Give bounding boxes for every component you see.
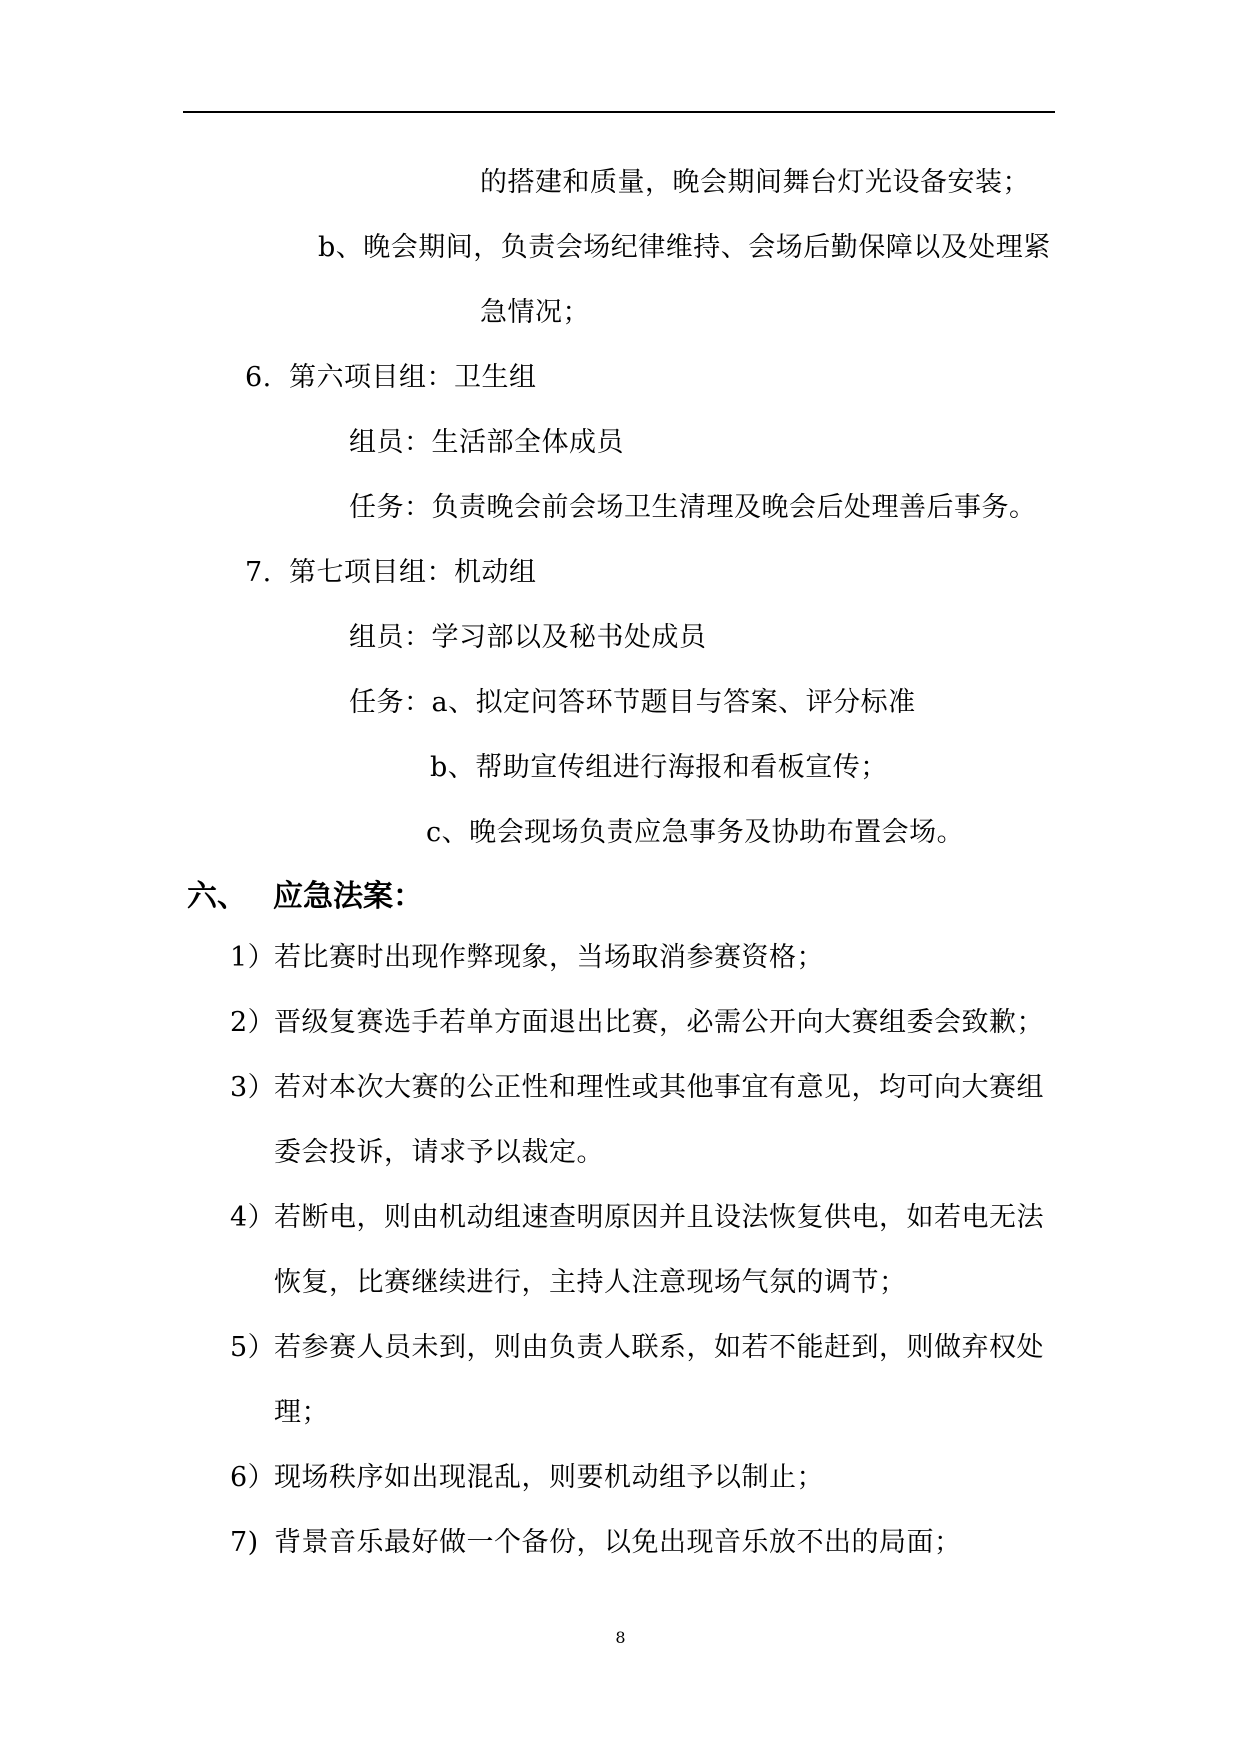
text-line: c、晚会现场负责应急事务及协助布置会场。 — [426, 817, 965, 848]
item-number: 7) — [230, 1527, 259, 1558]
item-text: 若断电，则由机动组速查明原因并且设法恢复供电，如若电无法 — [274, 1202, 1044, 1233]
group-title: 第七项目组：机动组 — [289, 557, 537, 588]
text-line: 组员：学习部以及秘书处成员 — [349, 622, 707, 653]
text-line: 急情况； — [480, 297, 590, 328]
item-text-continued: 委会投诉，请求予以裁定。 — [274, 1137, 604, 1168]
section-title: 应急法案： — [273, 879, 423, 914]
text-line: 的搭建和质量，晚会期间舞台灯光设备安装； — [480, 167, 1030, 198]
group-number: 7. — [245, 557, 272, 588]
item-text: 背景音乐最好做一个备份，以免出现音乐放不出的局面； — [274, 1527, 962, 1558]
page-number: 8 — [615, 1628, 626, 1647]
item-text: 若比赛时出现作弊现象，当场取消参赛资格； — [274, 942, 824, 973]
text-line: b、帮助宣传组进行海报和看板宣传； — [430, 752, 888, 783]
item-number: 5） — [230, 1332, 276, 1363]
item-number: 6） — [230, 1462, 276, 1493]
group-heading-7 — [245, 555, 537, 591]
item-number: 3） — [230, 1072, 276, 1103]
item-text: 现场秩序如出现混乱，则要机动组予以制止； — [274, 1462, 824, 1493]
item-number: 4） — [230, 1202, 276, 1233]
list-item — [230, 1330, 1044, 1366]
list-item — [230, 1070, 1044, 1106]
list-item — [230, 1525, 962, 1561]
text-line: b、晚会期间，负责会场纪律维持、会场后勤保障以及处理紧 — [318, 232, 1051, 263]
list-item — [230, 940, 824, 976]
group-number: 6. — [245, 362, 272, 393]
list-item — [230, 1200, 1044, 1236]
item-text-continued: 恢复，比赛继续进行，主持人注意现场气氛的调节； — [274, 1267, 907, 1298]
list-item — [230, 1460, 824, 1496]
text-line: 任务：a、拟定问答环节题目与答案、评分标准 — [349, 687, 916, 718]
text-line: 任务：负责晚会前会场卫生清理及晚会后处理善后事务。 — [349, 492, 1037, 523]
section-heading — [187, 877, 423, 917]
header-rule — [183, 111, 1055, 113]
item-text: 晋级复赛选手若单方面退出比赛，必需公开向大赛组委会致歉； — [274, 1007, 1044, 1038]
group-title: 第六项目组：卫生组 — [289, 362, 537, 393]
item-text: 若对本次大赛的公正性和理性或其他事宜有意见，均可向大赛组 — [274, 1072, 1044, 1103]
list-item — [230, 1005, 1044, 1041]
section-number: 六、 — [187, 879, 247, 914]
text-line: 组员：生活部全体成员 — [349, 427, 624, 458]
item-text: 若参赛人员未到，则由负责人联系，如若不能赶到，则做弃权处 — [274, 1332, 1044, 1363]
item-text-continued: 理； — [274, 1397, 329, 1428]
item-number: 2） — [230, 1007, 276, 1038]
group-heading-6 — [245, 360, 537, 396]
item-number: 1） — [230, 942, 276, 973]
